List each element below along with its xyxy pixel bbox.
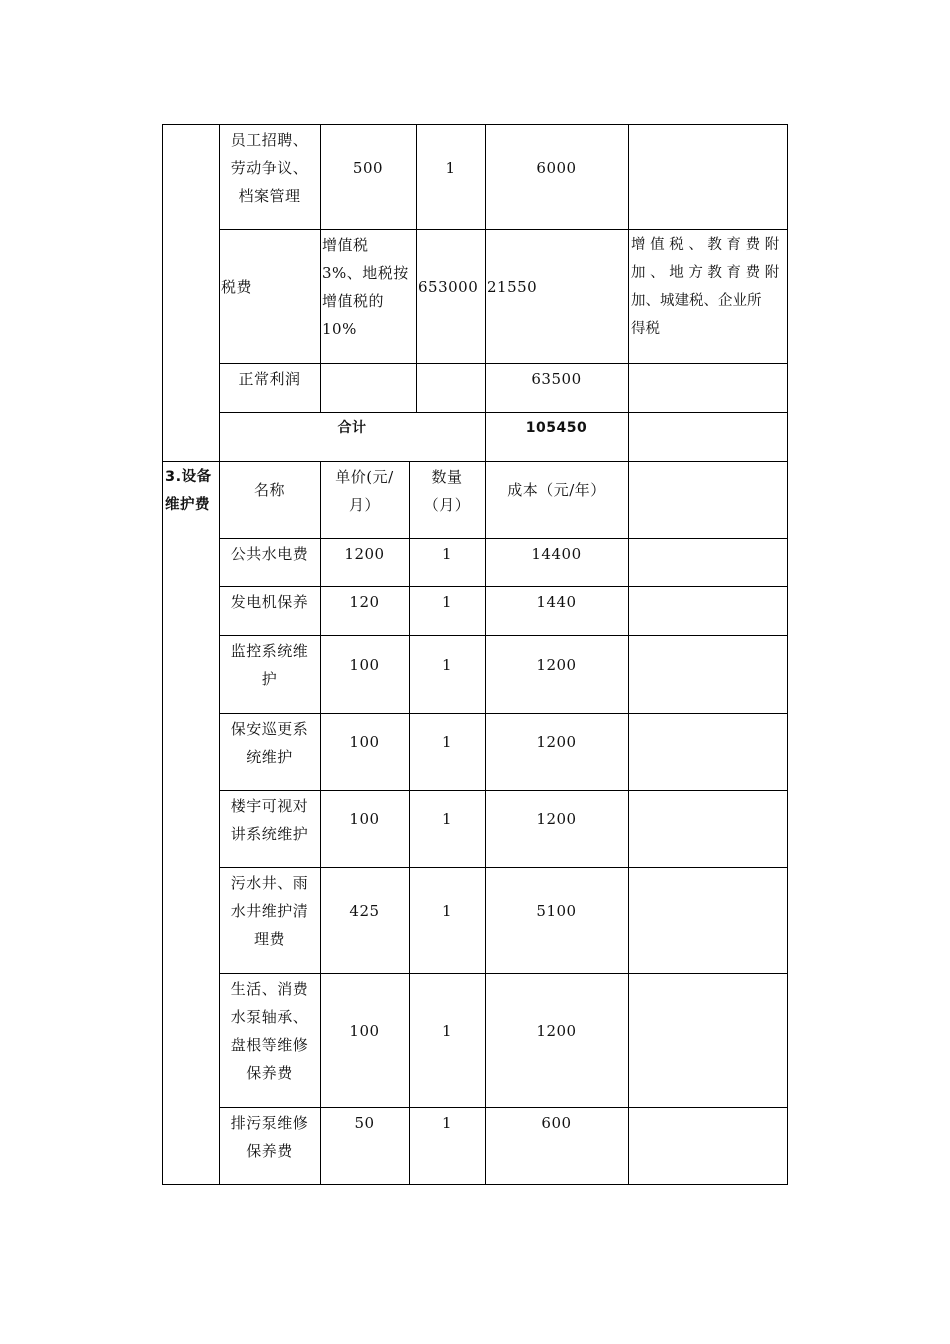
- table-row-cost: 5100: [536, 902, 577, 920]
- tax-name: 税费: [221, 278, 253, 296]
- table-row-name: 保安巡更系 统维护: [230, 720, 309, 766]
- table-row-cost: 1440: [536, 593, 577, 611]
- recruit-qty: 1: [445, 159, 456, 177]
- recruit-name: 员工招聘、 劳动争议、 档案管理: [230, 131, 309, 205]
- total-label: 合计: [337, 420, 367, 436]
- table-row-name: 公共水电费: [230, 545, 309, 563]
- table-row-unit-price: 100: [349, 733, 380, 751]
- table-row-cost: 14400: [531, 545, 582, 563]
- table-row-cost: 1200: [536, 1022, 577, 1040]
- table-row-cost: 1200: [536, 733, 577, 751]
- header-qty: 数量 （月）: [423, 468, 471, 514]
- table-row-qty: 1: [441, 810, 453, 828]
- table-row-unit-price: 100: [349, 1022, 380, 1040]
- section-title: 3.设备 维护费: [165, 469, 212, 513]
- header-unit-price: 单价(元/ 月）: [335, 468, 394, 514]
- table-row-unit-price: 1200: [344, 545, 385, 563]
- table-row-name: 污水井、雨 水井维护清 理费: [230, 874, 309, 948]
- table-row-name: 生活、消费 水泵轴承、 盘根等维修 保养费: [230, 980, 309, 1082]
- table-row-cost: 1200: [536, 810, 577, 828]
- table-row-cost: 600: [541, 1114, 572, 1132]
- table-row-qty: 1: [441, 733, 453, 751]
- table-row-cost: 1200: [536, 656, 577, 674]
- header-cost: 成本（元/年）: [507, 481, 606, 499]
- table-row-name: 监控系统维 护: [230, 642, 309, 688]
- total-value: 105450: [525, 420, 588, 436]
- tax-unit-desc: 增值税 3%、地税按 增值税的 10%: [322, 236, 409, 338]
- table-row-unit-price: 120: [349, 593, 380, 611]
- tax-note: 增 值 税 、 教 育 费 附 加 、 地 方 教 育 费 附 加、城建税、企业所 得税: [631, 237, 780, 337]
- tax-qty: 653000: [418, 278, 479, 296]
- profit-name: 正常利润: [238, 370, 301, 388]
- recruit-unit-price: 500: [352, 159, 384, 177]
- table-row-qty: 1: [441, 902, 453, 920]
- table-row-qty: 1: [441, 1022, 453, 1040]
- table-row-unit-price: 100: [349, 656, 380, 674]
- table-row-unit-price: 425: [349, 902, 380, 920]
- profit-cost: 63500: [531, 370, 582, 388]
- recruit-cost: 6000: [536, 159, 577, 177]
- tax-cost: 21550: [487, 278, 538, 296]
- table-row-qty: 1: [441, 545, 453, 563]
- table-row-unit-price: 100: [349, 810, 380, 828]
- table-row-qty: 1: [441, 656, 453, 674]
- table-row-qty: 1: [441, 593, 453, 611]
- header-name: 名称: [253, 481, 285, 499]
- table-row-name: 排污泵维修 保养费: [230, 1114, 309, 1160]
- table-row-name: 楼宇可视对 讲系统维护: [230, 797, 309, 843]
- table-row-unit-price: 50: [354, 1114, 375, 1132]
- table-row-name: 发电机保养: [230, 593, 309, 611]
- table-row-qty: 1: [441, 1114, 453, 1132]
